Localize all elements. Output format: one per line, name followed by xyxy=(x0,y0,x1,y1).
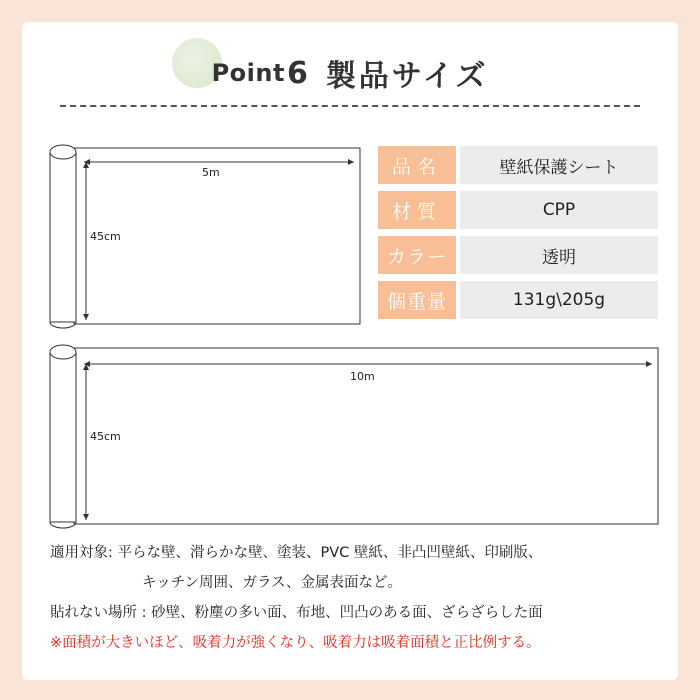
section-header xyxy=(0,48,700,98)
roll-diagram-10m xyxy=(44,340,664,530)
notes-section xyxy=(50,538,670,658)
spec-row xyxy=(378,191,658,229)
not-applicable-line: 貼れない場所 : 砂壁、粉塵の多い面、布地、凹凸のある面、ざらざらした面 xyxy=(50,605,543,621)
length-label: 10m xyxy=(350,370,375,383)
warning-note: ※面積が大きいほど、吸着力が強くなり、吸着力は吸着面積と正比例する。 xyxy=(50,635,541,651)
width-label: 45cm xyxy=(90,430,121,443)
spec-label: 個重量 xyxy=(378,281,456,319)
length-label: 5m xyxy=(202,166,220,179)
page-title: 製品サイズ xyxy=(325,59,489,94)
spec-value: 壁紙保護シート xyxy=(460,146,658,184)
spec-value: CPP xyxy=(460,191,658,229)
dashed-divider xyxy=(60,105,640,107)
spec-row xyxy=(378,281,658,319)
spec-value: 131g\205g xyxy=(460,281,658,319)
spec-table xyxy=(378,146,658,326)
spec-value: 透明 xyxy=(460,236,658,274)
width-label: 45cm xyxy=(90,230,121,243)
spec-row xyxy=(378,236,658,274)
point-number: 6 xyxy=(286,55,308,91)
spec-label: カラー xyxy=(378,236,456,274)
usage-line-1: 適用対象: 平らな壁、滑らかな壁、塗装、PVC 壁紙、非凸凹壁紙、印刷版、 xyxy=(50,545,543,561)
usage-line-2: キッチン周囲、ガラス、金属表面など。 xyxy=(142,575,402,591)
spec-label: 材質 xyxy=(378,191,456,229)
spec-label: 品名 xyxy=(378,146,456,184)
roll-diagram-5m xyxy=(44,140,364,330)
spec-row xyxy=(378,146,658,184)
point-label: Point xyxy=(211,59,285,87)
roll-10m-drawing xyxy=(44,340,664,530)
